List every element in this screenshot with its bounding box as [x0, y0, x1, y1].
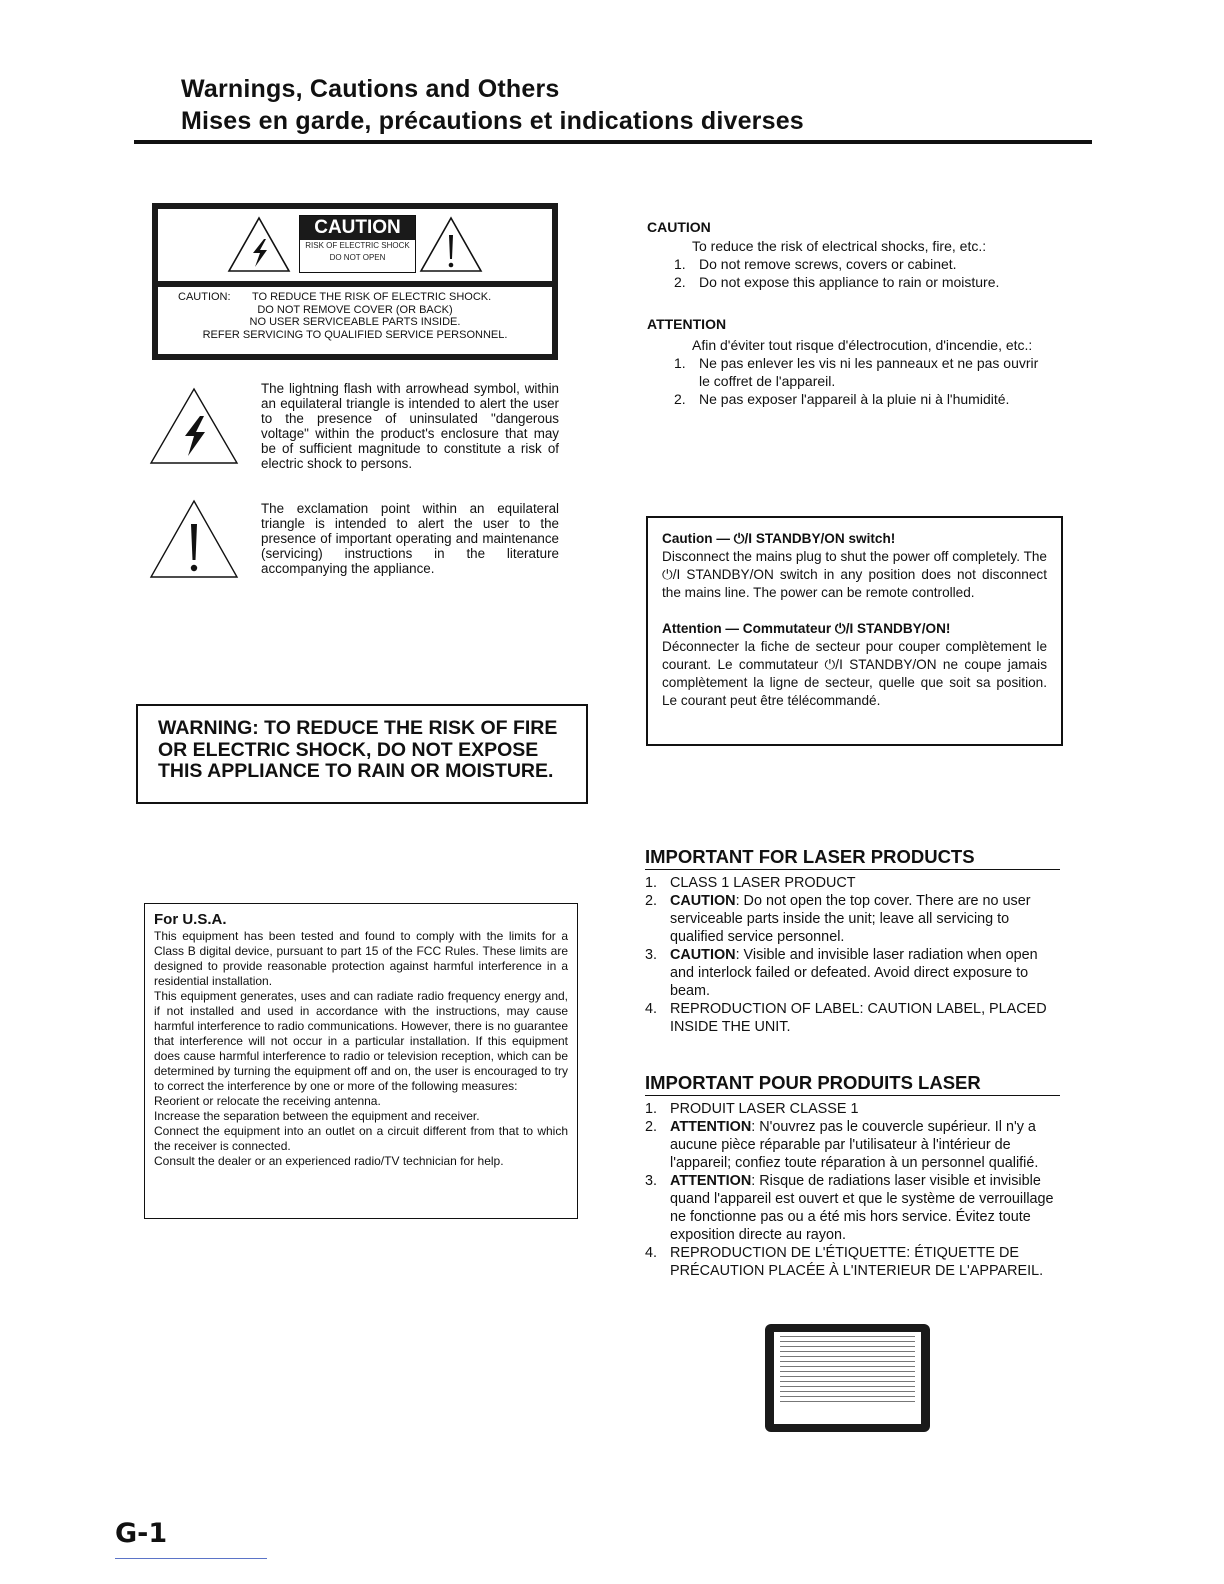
item-label: CAUTION [670, 947, 736, 963]
item-number: 3. [645, 947, 658, 963]
list-item [674, 255, 1064, 273]
warning-box [136, 704, 588, 804]
item-label: ATTENTION [670, 1173, 752, 1189]
page-title: Warnings, Cautions and Others [181, 75, 560, 103]
item-number: 1. [674, 355, 686, 371]
laser-list-en [645, 874, 1063, 1036]
standby-switch-box [646, 516, 1063, 746]
fcc-paragraph: This equipment has been tested and found to comply with the limits for a Class B digital device, pursuant to part 15 of the FCC Rules. These limits are designed to provide reasonable protection against harmful interference in a residential installation. [154, 929, 568, 988]
item-text: CLASS 1 LASER PRODUCT [670, 875, 856, 891]
caution-badge-line2: DO NOT OPEN [329, 253, 386, 262]
caution-line1: TO REDUCE THE RISK OF ELECTRIC SHOCK. [251, 291, 492, 303]
fcc-notice-box [144, 903, 578, 1219]
header-rule [134, 140, 1092, 144]
item-number: 1. [645, 875, 658, 891]
exclamation-symbol-text: The exclamation point within an equilateral triangle is intended to alert the user to the presence of important operating and maintenance (servicing) instructions in the literature accompanying the appliance. [261, 501, 559, 576]
list-item [645, 1118, 1063, 1172]
attention-heading: ATTENTION [647, 316, 727, 332]
item-text: Do not remove screws, covers or cabinet. [699, 256, 957, 272]
attention-intro: Afin d'éviter tout risque d'électrocution, d'incendie, etc.: [692, 337, 1033, 353]
item-text: Do not expose this appliance to rain or moisture. [699, 274, 1000, 290]
caution-badge-line1: RISK OF ELECTRIC SHOCK [305, 241, 410, 250]
item-text: : Do not open the top cover. There are no user serviceable parts inside the unit; leave all servicing to qualified service personnel. [670, 893, 1031, 945]
caution-badge [299, 215, 416, 273]
lightning-triangle-icon [148, 386, 240, 466]
laser-list-fr [645, 1100, 1063, 1280]
exclamation-triangle-icon [418, 215, 484, 273]
page-number: G-1 [115, 1518, 168, 1549]
list-item [645, 1100, 1063, 1118]
fcc-measure: Increase the separation between the equipment and receiver. [154, 1109, 480, 1123]
lightning-symbol-text: The lightning flash with arrowhead symbol, within an equilateral triangle is intended to alert the user to the presence of uninsulated "dangerous voltage" within the product's enclosure that may be of sufficient magnitude to constitute a risk of electric shock to persons. [261, 381, 559, 471]
item-number: 1. [645, 1101, 658, 1117]
list-item [645, 874, 1063, 892]
fcc-measure: Connect the equipment into an outlet on a circuit different from that to which the receiver is connected. [154, 1124, 568, 1153]
caution-list [674, 255, 1064, 291]
item-label: CAUTION [670, 893, 736, 909]
exclamation-triangle-icon [148, 498, 240, 580]
list-item [674, 354, 1044, 390]
laser-heading-fr: IMPORTANT POUR PRODUITS LASER [645, 1072, 1060, 1096]
list-item [674, 390, 1044, 408]
list-item [645, 892, 1063, 946]
item-text: : Risque de radiations laser visible et invisible quand l'appareil est ouvert et que le système de verrouillage ne fonctionne pas ou a été mis hors service. Évitez toute exposition directe au rayon. [670, 1173, 1054, 1243]
standby-text-fr: Déconnecter la fiche de secteur pour couper complètement le courant. Le commutateur ⏻/I STANDBY/ON ne coupe jamais complètement la ligne de secteur, quelle que soit sa position. Le courant peut être télécommandé. [662, 639, 1047, 708]
list-item [645, 1172, 1063, 1244]
list-item [645, 946, 1063, 1000]
fcc-paragraph: This equipment generates, uses and can radiate radio frequency energy and, if not installed and used in accordance with the instructions, may cause harmful interference to radio communications. However, there is no guarantee that interference will not occur in a particular installation. If this equipment does cause harmful interference to radio or television reception, which can be determined by turning the equipment off and on, the user is encouraged to try to correct the interference by one or more of the following measures: [154, 989, 568, 1093]
item-text: REPRODUCTION DE L'ÉTIQUETTE: ÉTIQUETTE DE PRÉCAUTION PLACÉE À L'INTERIEUR DE L'APPAREIL. [670, 1245, 1044, 1279]
laser-heading-en: IMPORTANT FOR LASER PRODUCTS [645, 846, 1060, 870]
lightning-triangle-icon [226, 215, 292, 273]
list-item [645, 1000, 1063, 1036]
caution-intro: To reduce the risk of electrical shocks, fire, etc.: [692, 238, 987, 254]
warning-text: WARNING: TO REDUCE THE RISK OF FIRE OR ELECTRIC SHOCK, DO NOT EXPOSE THIS APPLIANCE TO RAIN OR MOISTURE. [158, 717, 558, 782]
caution-heading: CAUTION [647, 219, 711, 235]
item-text: PRODUIT LASER CLASSE 1 [670, 1101, 859, 1117]
fcc-measure: Reorient or relocate the receiving antenna. [154, 1094, 381, 1108]
caution-prefix: CAUTION: [178, 291, 231, 303]
item-number: 4. [645, 1245, 658, 1261]
fcc-measure: Consult the dealer or an experienced radio/TV technician for help. [154, 1154, 504, 1168]
list-item [674, 273, 1064, 291]
item-number: 2. [645, 893, 658, 909]
caution-label [152, 203, 558, 360]
attention-list [674, 354, 1044, 408]
caution-label-text [158, 287, 552, 354]
caution-line2: DO NOT REMOVE COVER (OR BACK) [257, 303, 453, 316]
footer-rule [115, 1558, 267, 1559]
standby-heading-en: Caution — ⏻/I STANDBY/ON switch! [662, 531, 896, 546]
standby-heading-fr: Attention — Commutateur ⏻/I STANDBY/ON! [662, 621, 951, 636]
item-number: 2. [645, 1119, 658, 1135]
list-item [645, 1244, 1063, 1280]
item-number: 1. [674, 256, 686, 272]
item-number: 4. [645, 1001, 658, 1017]
caution-line4: REFER SERVICING TO QUALIFIED SERVICE PERSONNEL. [202, 328, 508, 341]
page-subtitle: Mises en garde, précautions et indications diverses [181, 107, 804, 135]
item-text: : N'ouvrez pas le couvercle supérieur. Il n'y a aucune pièce réparable par l'utilisateur à l'intérieur de l'appareil; confiez toute réparation à un personnel qualifié. [670, 1119, 1039, 1171]
caution-badge-title: CAUTION [300, 216, 415, 240]
item-text: : Visible and invisible laser radiation when open and interlock failed or defeated. Avoid direct exposure to beam. [670, 947, 1038, 999]
caution-line3: NO USER SERVICEABLE PARTS INSIDE. [249, 316, 461, 328]
standby-text-en: Disconnect the mains plug to shut the power off completely. The ⏻/I STANDBY/ON switch in any position does not disconnect the mains line. The power can be remote controlled. [662, 549, 1047, 600]
item-label: ATTENTION [670, 1119, 752, 1135]
item-text: Ne pas enlever les vis ni les panneaux et ne pas ouvrir le coffret de l'appareil. [699, 355, 1039, 389]
item-text: REPRODUCTION OF LABEL: CAUTION LABEL, PLACED INSIDE THE UNIT. [670, 1001, 1047, 1035]
item-number: 2. [674, 274, 686, 290]
item-number: 2. [674, 391, 686, 407]
item-text: Ne pas exposer l'appareil à la pluie ni à l'humidité. [699, 391, 1010, 407]
item-number: 3. [645, 1173, 658, 1189]
laser-caution-label-image [765, 1324, 930, 1432]
fcc-heading: For U.S.A. [154, 911, 227, 928]
